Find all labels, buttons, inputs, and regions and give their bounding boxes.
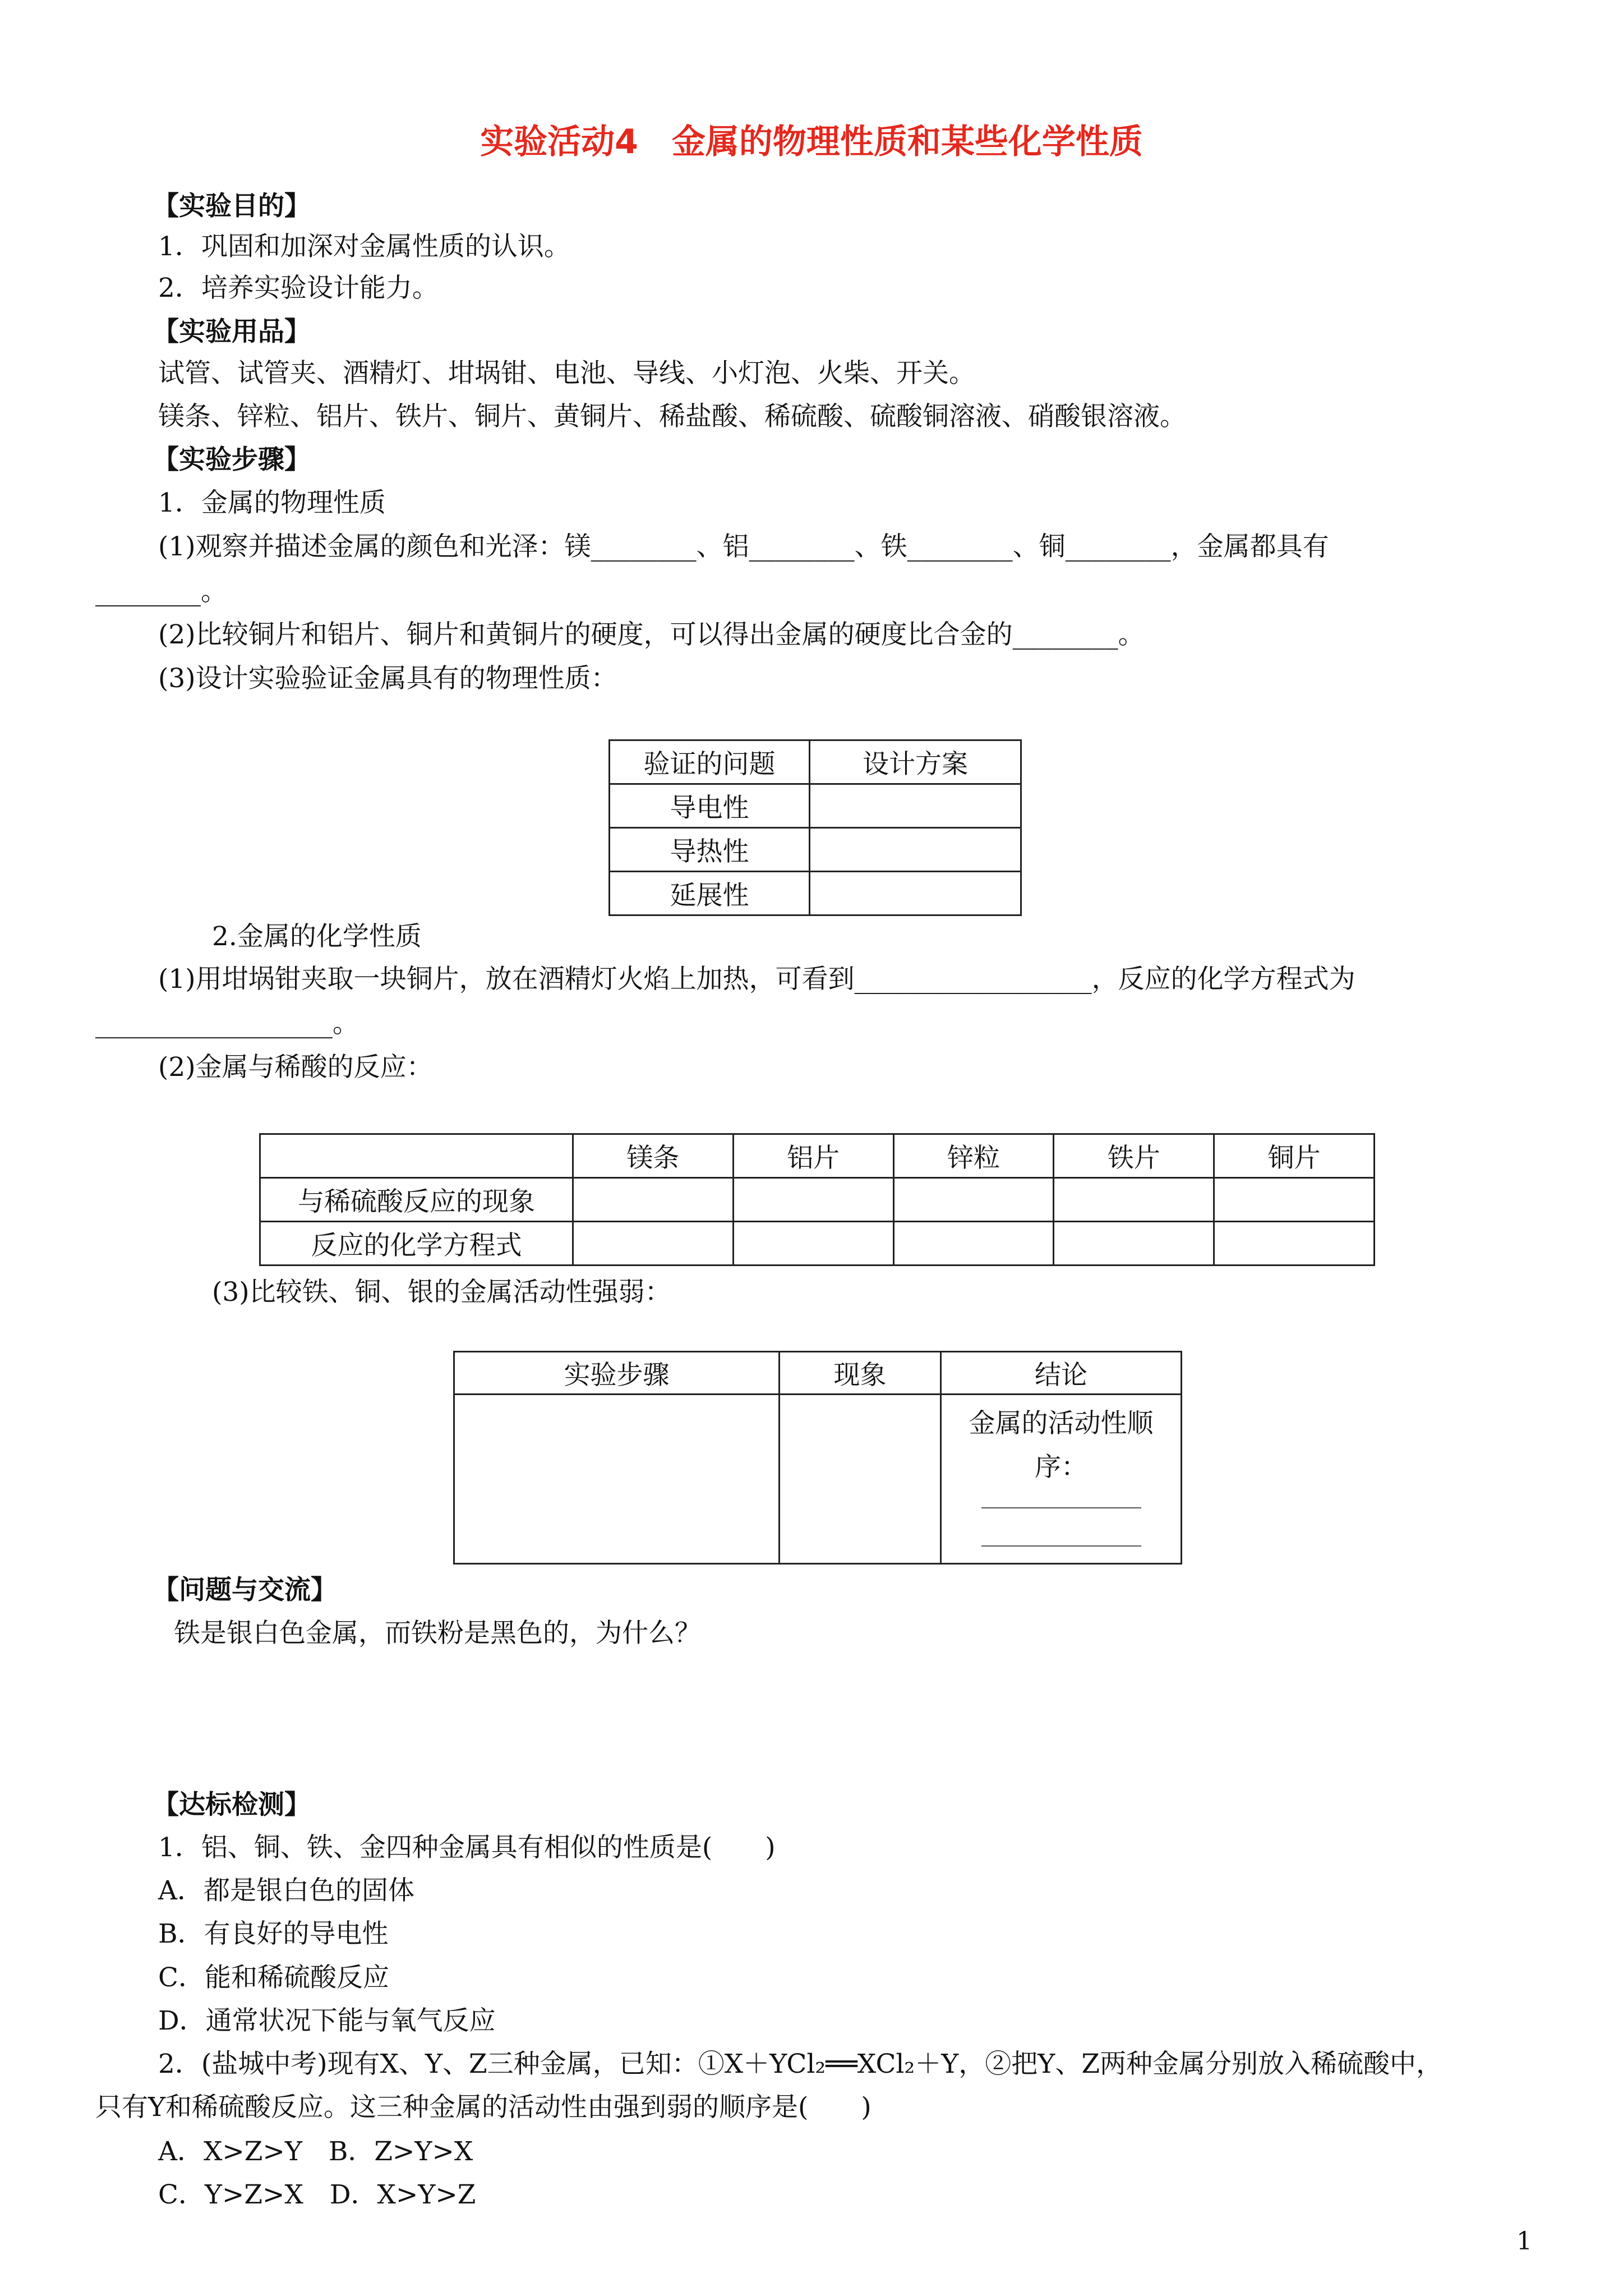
table-blank-cell [810,828,1021,872]
chem-question-3: (3)比较铁、铜、银的金属活动性强弱： [212,1277,671,1308]
table-blank-cell [733,1222,893,1266]
section-heading-steps: 【实验步骤】 [153,444,311,475]
table-header-cell: 现象 [780,1352,941,1395]
purpose-item-2: 2．培养实验设计能力。 [158,273,439,303]
conclusion-blank-line-2 [981,1545,1141,1547]
physical-properties-title: 1．金属的物理性质 [158,487,386,518]
page-title: 实验活动4 金属的物理性质和某些化学性质 [480,122,1143,162]
question-1-line-2: ________。 [95,576,227,607]
activity-comparison-table [453,1351,1182,1565]
table-row-label: 反应的化学方程式 [260,1222,573,1266]
test-question-2-line-2: 只有Y和稀硫酸反应。这三种金属的活动性由强到弱的顺序是( ) [95,2092,872,2123]
section-heading-test: 【达标检测】 [153,1789,311,1820]
physical-properties-table [608,739,1022,916]
test-question-2-line-1: 2．(盐城中考)现有X、Y、Z三种金属，已知：①X＋YCl₂══XCl₂＋Y，②把Y、Z两种金属分别放入稀硫酸中， [158,2049,1442,2079]
table-header-cell [260,1134,573,1178]
table-header-cell: 铜片 [1214,1134,1375,1178]
table-header-cell: 结论 [941,1352,1182,1395]
question-2: (2)比较铜片和铝片、铜片和黄铜片的硬度，可以得出金属的硬度比合金的________。 [158,619,1145,650]
table-blank-cell [893,1222,1054,1266]
table-blank-cell [1214,1222,1375,1266]
table-blank-cell [780,1395,941,1564]
section-heading-discussion: 【问题与交流】 [153,1575,337,1605]
question-1-line-1: (1)观察并描述金属的颜色和光泽：镁________、铝________、铁________、铜________，金属都具有 [158,531,1329,562]
table-header-cell: 验证的问题 [610,740,810,784]
table-blank-cell [573,1222,734,1266]
table-header-cell: 设计方案 [810,740,1021,784]
table-header-cell: 锌粒 [893,1134,1054,1178]
test-question-2-options-2: C．Y>Z>X D．X>Y>Z [158,2179,476,2210]
test-question-1: 1．铝、铜、铁、金四种金属具有相似的性质是( ) [158,1832,776,1863]
chem-question-1-line-2: __________________。 [95,1008,359,1039]
conclusion-text-line-2: 序： [1035,1452,1087,1483]
table-blank-cell [810,872,1021,915]
table-row-label: 与稀硫酸反应的现象 [260,1178,573,1222]
acid-reaction-table [259,1133,1375,1266]
chem-question-2: (2)金属与稀酸的反应： [158,1052,433,1083]
materials-line-1: 试管、试管夹、酒精灯、坩埚钳、电池、导线、小灯泡、火柴、开关。 [158,358,975,389]
table-header-cell: 铝片 [733,1134,893,1178]
table-blank-cell [733,1178,893,1222]
table-blank-cell [1054,1222,1214,1266]
test-question-1-option-a: A．都是银白色的固体 [158,1875,414,1906]
table-blank-cell [573,1178,734,1222]
chem-question-1-line-1: (1)用坩埚钳夹取一块铜片，放在酒精灯火焰上加热，可看到__________________，反应的化学方程式为 [158,964,1355,995]
table-blank-cell [1054,1178,1214,1222]
test-question-1-option-d: D．通常状况下能与氧气反应 [158,2005,496,2036]
question-3: (3)设计实验验证金属具有的物理性质： [158,663,617,694]
chemical-properties-title: 2.金属的化学性质 [212,921,422,952]
table-row-label: 导热性 [610,828,810,872]
discussion-question: 铁是银白色金属，而铁粉是黑色的，为什么？ [174,1618,701,1649]
conclusion-text-line-1: 金属的活动性顺 [969,1408,1154,1439]
table-blank-cell [454,1395,780,1564]
purpose-item-1: 1．巩固和加深对金属性质的认识。 [158,231,570,262]
table-header-cell: 镁条 [573,1134,734,1178]
conclusion-cell [941,1395,1182,1564]
conclusion-blank-line-1 [981,1507,1141,1508]
test-question-1-option-c: C．能和稀硫酸反应 [158,1962,389,1993]
table-row-label: 延展性 [610,872,810,915]
table-header-cell: 铁片 [1054,1134,1214,1178]
test-question-2-options-1: A．X>Z>Y B．Z>Y>X [158,2136,473,2167]
test-question-1-option-b: B．有良好的导电性 [158,1918,389,1949]
materials-line-2: 镁条、锌粒、铝片、铁片、铜片、黄铜片、稀盐酸、稀硫酸、硫酸铜溶液、硝酸银溶液。 [158,401,1186,432]
table-blank-cell [893,1178,1054,1222]
table-blank-cell [1214,1178,1375,1222]
page-number: 1 [1516,2227,1532,2256]
table-blank-cell [810,784,1021,828]
table-header-cell: 实验步骤 [454,1352,780,1395]
section-heading-purpose: 【实验目的】 [153,191,311,222]
table-row-label: 导电性 [610,784,810,828]
section-heading-materials: 【实验用品】 [153,316,311,347]
